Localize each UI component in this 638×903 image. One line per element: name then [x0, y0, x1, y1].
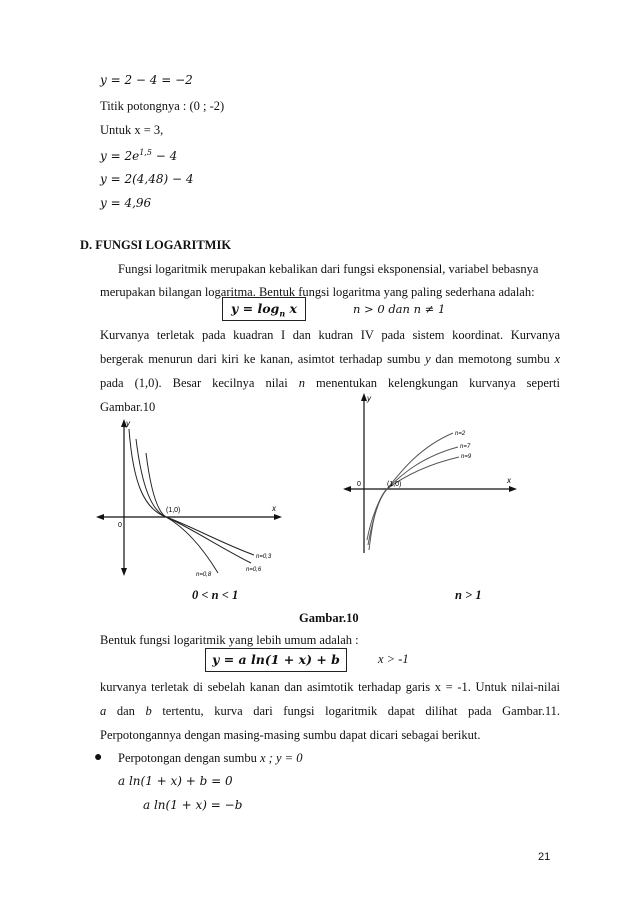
curve-n-9	[367, 457, 459, 540]
calc-line-2: Titik potongnya : (0 ; -2)	[100, 99, 225, 113]
figure-title: Gambar.10	[299, 611, 359, 625]
point-label: (1,0)	[166, 507, 181, 514]
curve-label-n-0-3: n=0,3	[256, 554, 272, 560]
curve-n-0-8	[146, 453, 218, 573]
curve-label-n-2: n=2	[455, 431, 466, 437]
calc-line-6: y = 4,96	[100, 196, 152, 210]
formula-box-log: $y = \log_n x$	[222, 297, 306, 321]
condition-x: x > -1	[378, 652, 409, 666]
point-label: (1,0)	[387, 481, 402, 488]
condition-n: n > 0 dan n ≠ 1	[353, 302, 446, 316]
section-heading: D. FUNGSI LOGARITMIK	[80, 238, 232, 252]
curve-label-n-0-6: n=0,6	[246, 567, 262, 573]
x-label: x	[507, 476, 511, 485]
origin-label: 0	[357, 481, 361, 488]
equation-2: a ln(1 + x) = −b	[143, 798, 243, 812]
paragraph-3-line-2: a dan b tertentu, kurva dari fungsi logaritmik dapat dilihat pada Gambar.11.	[100, 704, 560, 718]
x-axis-arrow	[509, 486, 517, 492]
origin-label: 0	[118, 522, 122, 529]
curve-label-n-0-8: n=0,8	[196, 572, 212, 578]
curve-n-0-6	[136, 439, 251, 563]
caption-right: n > 1	[455, 588, 482, 602]
graph-right	[343, 385, 523, 560]
paragraph-1-line-1: Fungsi logaritmik merupakan kebalikan dari fungsi eksponensial, variabel bebasnya	[118, 262, 539, 276]
paragraph-1-line-2: merupakan bilangan logaritma. Bentuk fungsi logaritma yang paling sederhana adalah:	[100, 285, 535, 299]
graph-left	[96, 413, 286, 585]
x-axis-arrow-left	[96, 514, 104, 520]
calc-line-4: $y = 2e^{1,5} - 4$	[100, 148, 178, 163]
caption-left: 0 < n < 1	[192, 588, 239, 602]
equation-1: a ln(1 + x) + b = 0	[118, 774, 233, 788]
bullet-text: Perpotongan dengan sumbu x ; y = 0	[118, 751, 303, 765]
y-axis-arrow-down	[121, 568, 127, 576]
curve-label-n-7: n=7	[460, 444, 471, 450]
calc-line-5: y = 2(4,48) − 4	[100, 172, 194, 186]
page-number: 21	[538, 851, 551, 863]
y-label: y	[367, 394, 371, 403]
paragraph-2-line-4: Gambar.10	[100, 400, 156, 414]
formula-box-ln: y = a ln(1 + x) + b	[205, 648, 347, 672]
calc-line-3: Untuk x = 3,	[100, 123, 164, 137]
y-label: y	[126, 419, 130, 428]
paragraph-3-line-1: kurvanya terletak di sebelah kanan dan asimtotik terhadap garis x = -1. Untuk nilai-nilai	[100, 680, 560, 694]
general-intro: Bentuk fungsi logaritmik yang lebih umum adalah :	[100, 633, 359, 647]
bullet-icon: ●	[94, 750, 103, 765]
x-axis-arrow-left	[343, 486, 351, 492]
calc-line-1: y = 2 − 4 = −2	[100, 73, 193, 87]
paragraph-2-line-1: Kurvanya terletak pada kuadran I dan kudran IV pada sistem koordinat. Kurvanya	[100, 328, 560, 342]
x-label: x	[272, 504, 276, 513]
curve-n-2	[369, 433, 453, 550]
paragraph-2-line-2: bergerak menurun dari kiri ke kanan, asimtot terhadap sumbu y dan memotong sumbu x	[100, 352, 560, 366]
paragraph-2-line-3: pada (1,0). Besar kecilnya nilai n menentukan kelengkungan kurvanya seperti	[100, 376, 560, 390]
x-axis-arrow	[274, 514, 282, 520]
paragraph-3-line-3: Perpotongannya dengan masing-masing sumbu dapat dicari sebagai berikut.	[100, 728, 481, 742]
curve-label-n-9: n=9	[461, 454, 472, 460]
